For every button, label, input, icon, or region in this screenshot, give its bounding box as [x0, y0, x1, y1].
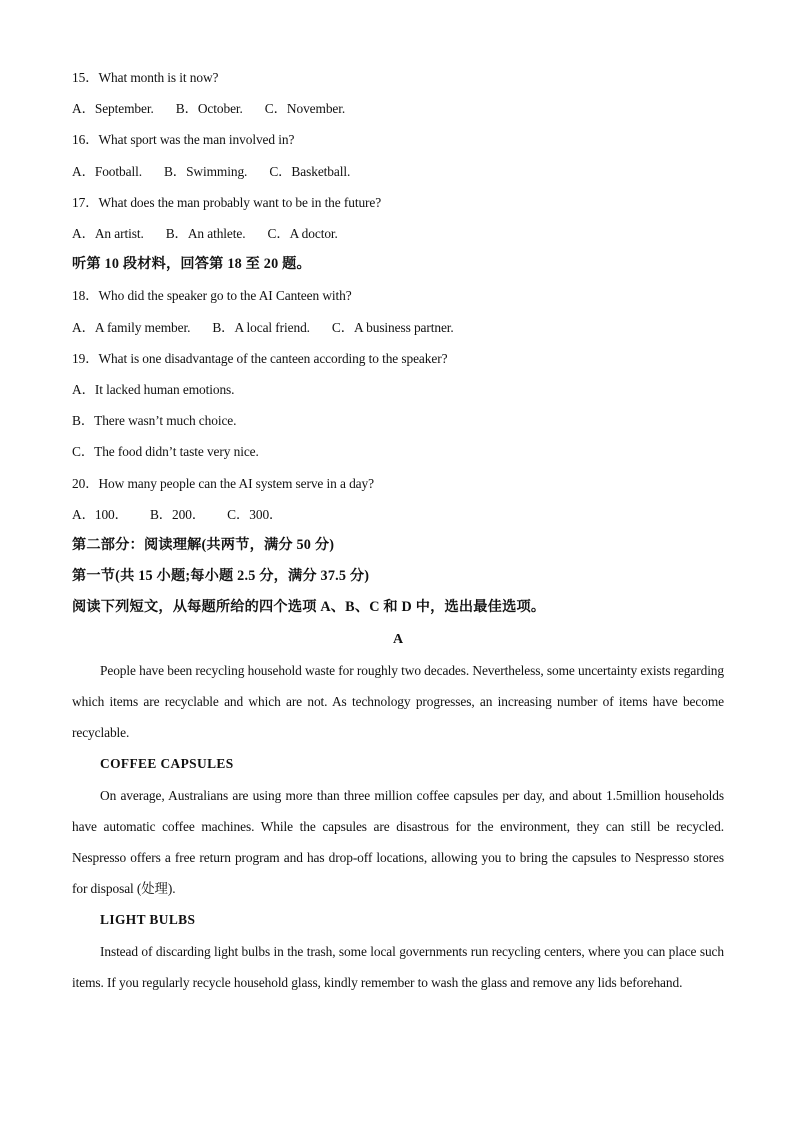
question-16: 16．What sport was the man involved in?: [72, 132, 295, 148]
option-b: B．A local friend.: [212, 319, 310, 335]
light-bulbs-paragraph: Instead of discarding light bulbs in the trash, some local governments run recycling centers, where you can place such items. If you regularly recycle household glass, kindly remember to wash the glass and remove any lids beforehand.: [72, 943, 724, 990]
option-c: C．November.: [264, 101, 346, 117]
question-20: 20．How many people can the AI system serve in a day?: [72, 475, 374, 491]
question-19: 19．What is one disadvantage of the canteen according to the speaker?: [72, 350, 448, 366]
option-c: C．A doctor.: [267, 226, 338, 242]
option-a: A．September.: [72, 101, 154, 117]
option-b: B．200．: [149, 506, 206, 522]
coffee-capsules-heading: COFFEE CAPSULES: [100, 756, 234, 772]
option-c: C．The food didn’t taste very nice.: [72, 444, 259, 460]
question-15-options: [72, 93, 724, 124]
question-17-options: [72, 218, 724, 249]
coffee-capsules-paragraph: On average, Australians are using more than three million coffee capsules per day, and about 1.5million households have automatic coffee machines. While the capsules are disastrous for the environment, they can still be recycled. Nespresso offers a free return program and has drop-off locations, allowing you to bring the capsules to Nespresso stores for disposal (处理).: [72, 787, 724, 897]
exam-page: [72, 62, 724, 998]
light-bulbs-heading: LIGHT BULBS: [100, 912, 196, 928]
question-16-options: [72, 156, 724, 187]
part-2-title: 第二部分：阅读理解(共两节，满分 50 分): [72, 537, 335, 554]
question-15: 15．What month is it now?: [72, 70, 219, 85]
option-b: B．An athlete.: [165, 226, 246, 242]
option-a: A．Football.: [72, 163, 142, 179]
option-a: A．It lacked human emotions.: [72, 382, 235, 398]
option-c: C．Basketball.: [269, 163, 351, 179]
option-a: A．An artist.: [72, 226, 144, 242]
section-1-title: 第一节(共 15 小题;每小题 2.5 分，满分 37.5 分): [72, 568, 370, 585]
option-a: A．100．: [72, 506, 128, 522]
reading-instructions: 阅读下列短文，从每题所给的四个选项 A、B、C 和 D 中，选出最佳选项。: [72, 599, 546, 616]
question-18: 18．Who did the speaker go to the AI Canteen with?: [72, 288, 352, 304]
section-10-instruction: 听第 10 段材料，回答第 18 至 20 题。: [72, 256, 311, 273]
option-c: C．300．: [227, 506, 283, 522]
option-b: B．There wasn’t much choice.: [72, 413, 237, 429]
question-18-options: [72, 312, 724, 343]
passage-label: A: [392, 631, 403, 647]
question-17: 17．What does the man probably want to be in the future?: [72, 194, 382, 210]
question-20-options: [72, 499, 724, 530]
option-a: A．A family member.: [72, 319, 191, 335]
option-c: C．A business partner.: [331, 319, 454, 335]
option-b: B．Swimming.: [163, 163, 248, 179]
option-b: B．October.: [175, 101, 243, 117]
intro-paragraph: People have been recycling household waste for roughly two decades. Nevertheless, some uncertainty exists regarding which items are recyclable and which are not. As technology progresses, an increasing number of items have become recyclable.: [72, 662, 724, 741]
